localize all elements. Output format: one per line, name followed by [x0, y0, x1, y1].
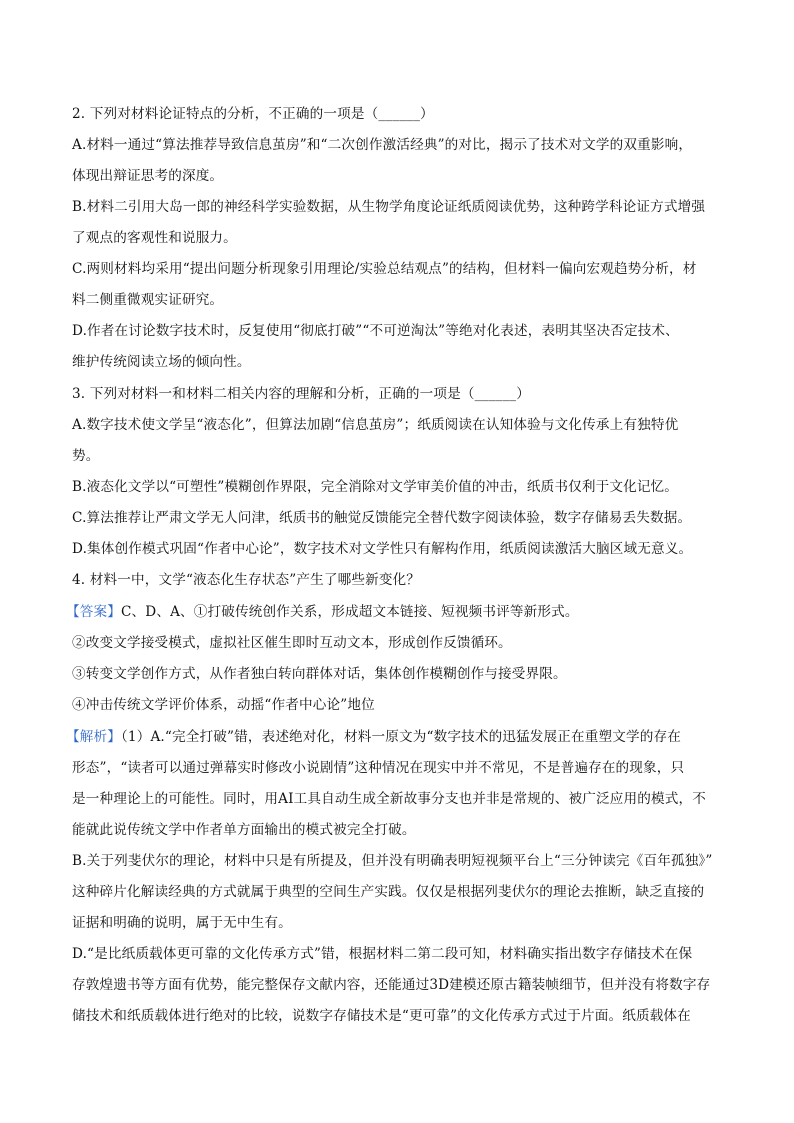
analysis-line2: 形态”，“读者可以通过弹幕实时修改小说剧情”这种情况在现实中并不常见，不是普遍存在的现象，只 [72, 760, 685, 776]
q2-option-a-line1: A.材料一通过“算法推荐导致信息茧房”和“二次创作激活经典”的对比，揭示了技术对文学的双重影响， [72, 137, 693, 153]
analysis-line7: 证据和明确的说明，属于无中生有。 [72, 915, 292, 931]
question-2-stem: 2. 下列对材料论证特点的分析，不正确的一项是（______） [72, 106, 434, 122]
q3-option-a-line2: 势。 [72, 448, 100, 464]
q3-option-b: B.液态化文学以“可塑性”模糊创作界限，完全消除对文学审美价值的冲击，纸质书仅利于文化记忆。 [72, 479, 679, 495]
analysis-line4: 能就此说传统文学中作者单方面输出的模式被完全打破。 [72, 822, 416, 838]
answer-text: C、D、A、①打破传统创作关系，形成超文本链接、短视频书评等新形式。 [120, 604, 579, 620]
q2-option-d-line2: 维护传统阅读立场的倾向性。 [72, 354, 251, 370]
q2-option-a-line2: 体现出辩证思考的深度。 [72, 168, 224, 184]
analysis-line10: 储技术和纸质载体进行绝对的比较，说数字存储技术是“更可靠”的文化传承方式过于片面。纸质载体在 [72, 1008, 691, 1024]
analysis-line3: 是一种理论上的可能性。同时，用AI工具自动生成全新故事分支也并非是常规的、被广泛应用的模式，不 [72, 791, 706, 807]
answer-line1 [66, 602, 579, 622]
analysis-line5: B.关于列斐伏尔的理论，材料中只是有所提及，但并没有明确表明短视频平台上“三分钟读完《百年孤独》” [72, 853, 713, 869]
analysis-label: 【解析】 [66, 729, 121, 745]
q3-option-c: C.算法推荐让严肃文学无人问津，纸质书的触觉反馈能完全替代数字阅读体验，数字存储易丢失数据。 [72, 510, 692, 526]
analysis-line6: 这种碎片化解读经典的方式就属于典型的空间生产实践。仅仅是根据列斐伏尔的理论去推断，缺乏直接的 [72, 884, 705, 900]
answer-label: 【答案】 [66, 604, 121, 620]
q2-option-c-line2: 料二侧重微观实证研究。 [72, 292, 224, 308]
question-3-stem: 3. 下列对材料一和材料二相关内容的理解和分析，正确的一项是（______） [72, 386, 530, 402]
analysis-text: （1）A.“完全打破”错，表述绝对化，材料一原文为“数字技术的迅猛发展正在重塑文学的存在 [120, 729, 681, 745]
answer-line4: ④冲击传统文学评价体系，动摇“作者中心论”地位 [72, 697, 375, 713]
q3-option-a-line1: A.数字技术使文学呈“液态化”，但算法加剧“信息茧房”；纸质阅读在认知体验与文化传承上有独特优 [72, 417, 679, 433]
q2-option-c-line1: C.两则材料均采用“提出问题分析现象引用理论/实验总结观点”的结构，但材料一偏向宏观趋势分析，材 [72, 261, 697, 277]
analysis-line8: D.“是比纸质载体更可靠的文化传承方式”错，根据材料二第二段可知，材料确实指出数字存储技术在保 [72, 946, 693, 962]
question-4-stem: 4. 材料一中，文学“液态化生存状态”产生了哪些新变化？ [72, 572, 421, 588]
analysis-line9: 存敦煌遗书等方面有优势，能完整保存文献内容，还能通过3D建模还原古籍装帧细节，但并没有将数字存 [72, 977, 711, 993]
analysis-line1 [66, 727, 681, 747]
answer-line2: ②改变文学接受模式，虚拟社区催生即时互动文本，形成创作反馈循环。 [72, 635, 512, 651]
q2-option-d-line1: D.作者在讨论数字技术时，反复使用“彻底打破”“不可逆淘汰”等绝对化表述，表明其坚决否定技术、 [72, 323, 679, 339]
q3-option-d: D.集体创作模式巩固“作者中心论”，数字技术对文学性只有解构作用，纸质阅读激活大脑区域无意义。 [72, 541, 693, 557]
q2-option-b-line1: B.材料二引用大岛一郎的神经科学实验数据，从生物学角度论证纸质阅读优势，这种跨学科论证方式增强 [72, 199, 706, 215]
q2-option-b-line2: 了观点的客观性和说服力。 [72, 230, 237, 246]
answer-line3: ③转变文学创作方式，从作者独白转向群体对话，集体创作模糊创作与接受界限。 [72, 666, 567, 682]
